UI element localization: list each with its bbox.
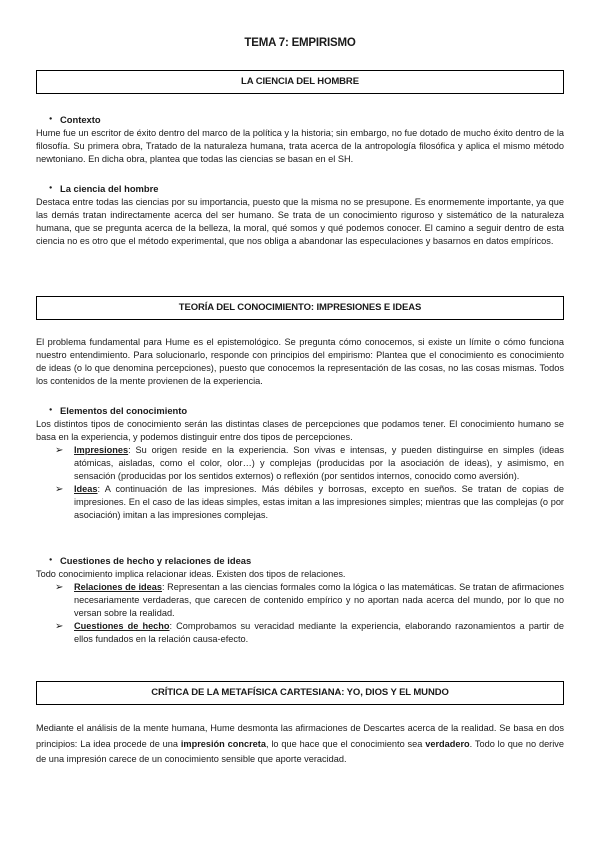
- ideas-text: : A continuación de las impresiones. Más débiles y borrosas, excepto en sueños. Se tratan de copias de impresiones. En el caso de las ideas simples, estas imitan a las impresiones simples; mientras que las complejas (o por asociación) imitan a las impresiones complejas.: [74, 484, 564, 520]
- arrow-icon: ➢: [55, 621, 64, 632]
- arrow-icon: ➢: [55, 445, 64, 456]
- section-heading-critica: CRÍTICA DE LA METAFÍSICA CARTESIANA: YO, DIOS Y EL MUNDO: [36, 681, 564, 705]
- impresiones-text: : Su origen reside en la experiencia. Son vivas e intensas, y pueden distinguirse en simples (ideas atómicas, aisladas, como el color, olor…) y complejas (producidas por la asociación de ideas), y asimismo, en sensación (producidas por los sentidos externos) o reflexión (por sentidos internos, conocido como aversión).: [74, 445, 564, 481]
- critica-text-part: . Todo lo que no derive de una impresión carece de un conocimiento sensible que aporte veracidad.: [36, 738, 564, 764]
- cuestiones-text: Todo conocimiento implica relacionar ideas. Existen dos tipos de relaciones.: [36, 569, 346, 579]
- section-heading-ciencia: LA CIENCIA DEL HOMBRE: [36, 70, 564, 94]
- relaciones-text: : Representan a las ciencias formales como la lógica o las matemáticas. Se tratan de afirmaciones necesariamente verdaderas, que carecen de contenido empírico y no aportan nada acerca del mundo, por lo que no versan sobre la realidad.: [74, 582, 564, 618]
- relaciones-item: [36, 581, 564, 620]
- critica-bold-verdadero: verdadero: [425, 738, 470, 749]
- critica-block: [36, 721, 564, 768]
- critica-bold-impresion: impresión concreta: [180, 738, 266, 749]
- contexto-heading: ● Contexto: [36, 113, 564, 126]
- cuestiones-block: [36, 554, 564, 646]
- relaciones-term: Relaciones de ideas: [74, 582, 162, 592]
- ideas-item: [36, 483, 564, 522]
- elementos-text: Los distintos tipos de conocimiento serán las distintas clases de percepciones que podamos tener. El conocimiento humano se basa en la experiencia, y podemos distinguir entre dos tipos de percepciones.: [36, 419, 564, 442]
- contexto-text: Hume fue un escritor de éxito dentro del marco de la política y la historia; sin embargo, no fue dotado de mucho éxito dentro de la filosofía. Su primera obra, Tratado de la naturaleza humana, trata acerca de la antropología filosófica y aplica el mismo método newtoniano. En dicha obra, plantea que todas las ciencias se basan en el SH.: [36, 128, 564, 164]
- ciencia-hombre-block: [36, 182, 564, 248]
- arrow-icon: ➢: [55, 484, 64, 495]
- ciencia-hombre-heading: ● La ciencia del hombre: [36, 182, 564, 195]
- section-heading-teoria: TEORÍA DEL CONOCIMIENTO: IMPRESIONES E IDEAS: [36, 296, 564, 320]
- page-title: TEMA 7: EMPIRISMO: [244, 37, 356, 49]
- critica-text-part: , lo que hace que el conocimiento sea: [265, 738, 426, 749]
- hechos-text: : Comprobamos su veracidad mediante la experiencia, elaborando razonamientos a partir de ellos fundados en la relación causa-efecto.: [74, 621, 564, 644]
- cuestiones-heading: ● Cuestiones de hecho y relaciones de ideas: [36, 554, 564, 567]
- contexto-block: [36, 113, 564, 166]
- teoria-intro-text: El problema fundamental para Hume es el epistemológico. Se pregunta cómo conocemos, si existe un límite o cómo funciona nuestro entendimiento. Para solucionarlo, responde con principios del empirismo: Plantea que el conocimiento es conocimiento de ideas (o lo que denomina percepciones), puesto que conocemos la representación de las cosas, no las cosas mismas. Todos los contenidos de la mente provienen de la experiencia.: [36, 337, 564, 386]
- impresiones-item: [36, 444, 564, 483]
- hechos-item: [36, 620, 564, 646]
- critica-text: [36, 721, 564, 768]
- ideas-term: Ideas: [74, 484, 98, 494]
- elementos-heading: ● Elementos del conocimiento: [36, 404, 564, 417]
- critica-text-part: Mediante el análisis de la mente humana, Hume desmonta las afirmaciones de Descartes acerca de la realidad. Se basa en dos principios: La idea procede de una: [36, 723, 564, 749]
- elementos-block: [36, 404, 564, 522]
- ciencia-hombre-text: Destaca entre todas las ciencias por su importancia, puesto que la misma no se presupone. Es enormemente importante, ya que las demás tratan indirectamente acerca del ser humano. Se trata de un conocimiento riguroso y sistemático de la naturaleza humana, que se pregunta acerca de la belleza, la moral, qué somos y qué podemos conocer. El camino a seguir dentro de esta ciencia no es otro que el método experimental, que nos obliga a abandonar las especulaciones y basarnos en datos empíricos.: [36, 197, 564, 246]
- hechos-term: Cuestiones de hecho: [74, 621, 170, 631]
- teoria-intro-block: [36, 336, 564, 388]
- arrow-icon: ➢: [55, 582, 64, 593]
- impresiones-term: Impresiones: [74, 445, 129, 455]
